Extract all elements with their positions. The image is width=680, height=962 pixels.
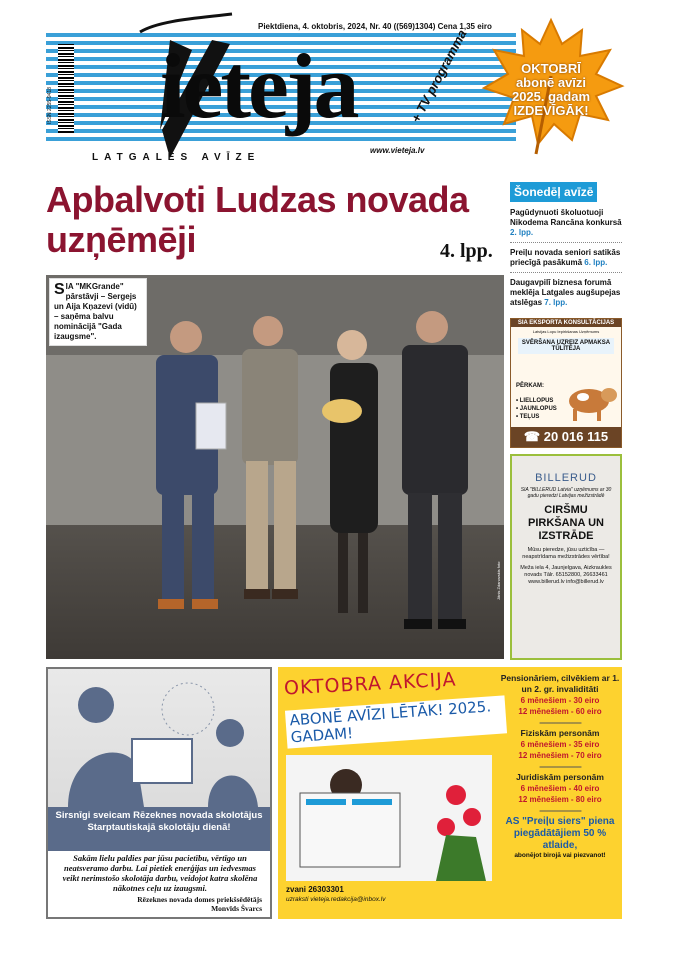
subscription-campaign-ad[interactable] bbox=[278, 667, 622, 919]
newspaper-logo[interactable]: ieteja bbox=[160, 35, 357, 137]
price-group-header: Fiziskām personām bbox=[520, 728, 600, 738]
teachers-signature: Rēzeknes novada domes priekšsēdētājs Monvīds Švarcs bbox=[137, 895, 262, 913]
campaign-title: OKTOBRA AKCIJA bbox=[283, 668, 458, 700]
masthead bbox=[0, 0, 680, 170]
issn-label: ISSN 2255-9418 bbox=[47, 87, 53, 124]
price-line: 12 mēnešiem - 70 eiro bbox=[518, 751, 602, 760]
livestock-buyer-ad[interactable] bbox=[510, 318, 622, 448]
cow-icon bbox=[563, 377, 619, 425]
teachers-greeting-title: Sirsnīgi sveicam Rēzeknes novada skolotājus Starptautiskajā skolotāju dienā! bbox=[55, 810, 263, 833]
tv-program-label: + TV programma bbox=[408, 27, 470, 126]
campaign-contact[interactable]: zvani 26303301 uzraksti vieteja.redakcija@inbox.lv bbox=[286, 885, 386, 903]
teachers-illustration bbox=[48, 669, 270, 807]
price-line: 6 mēnešiem - 35 eiro bbox=[520, 740, 600, 749]
billerud-logo: BILLERUD bbox=[535, 472, 597, 484]
masthead-subline: LATGALES AVĪZE bbox=[92, 152, 261, 163]
campaign-subtitle: ABONĒ AVĪZI LĒTĀK! 2025. GADAM! bbox=[285, 695, 507, 748]
billerud-subtitle: SIA "BILLERUD Latvia" uzņēmums ar 30 gadu pieredzi Latvijas mežizstrādē bbox=[520, 487, 612, 499]
billerud-ad[interactable] bbox=[510, 454, 622, 660]
teachers-day-ad bbox=[46, 667, 272, 919]
price-line: 6 mēnešiem - 30 eiro bbox=[520, 696, 600, 705]
this-week-sidebar bbox=[510, 182, 622, 317]
billerud-contact[interactable]: Meža iela 4, Jaunjelgava, Aizkraukles novads Tālr. 65152800, 26633461 www.billerud.lv info@billerud.lv bbox=[520, 565, 612, 585]
ad-phone[interactable]: ☎ 20 016 115 bbox=[511, 427, 621, 447]
issue-line: Piektdiena, 4. oktobris, 2024, Nr. 40 ((569)1304) Cena 1,35 eiro bbox=[258, 22, 492, 31]
sidebar-title: Šonedēļ avīzē bbox=[510, 182, 597, 202]
woman-reading-newspaper-icon bbox=[286, 755, 492, 881]
dairy-discount-promo: AS "Preiļu siers" piena piegādātājiem 50 % atlaide, bbox=[505, 816, 615, 851]
price-separator: ------------------------- bbox=[539, 806, 581, 815]
price-list bbox=[500, 673, 620, 860]
lead-headline[interactable]: Apbalvoti Ludzas novada uzņēmēji bbox=[46, 179, 469, 260]
ad-buying-label: PĒRKAM: bbox=[516, 383, 544, 389]
photo-credit: Jānis Zdanovskis foto bbox=[496, 561, 501, 600]
billerud-headline: CIRŠMU PIRKŠANA UN IZSTRĀDE bbox=[528, 504, 604, 542]
list-item: • JAUNLOPUS bbox=[516, 406, 557, 412]
billerud-slogan: Mūsu pieredze, jūsu uzticība — neapstrīdama mežizstrādes vērtība! bbox=[522, 547, 610, 560]
teachers-greeting-body: Sakām lielu paldies par jūsu pacietību, vērtīgo un neatsveramo darbu. Lai pietiek enerģijas un iedvesmas veikt nerimstošo skolotāja darbu, veidojot katra skolēna nākotnes ceļu uz izaugsmi. bbox=[62, 853, 258, 893]
campaign-phone: zvani 26303301 bbox=[286, 885, 344, 894]
website-link[interactable]: www.vieteja.lv bbox=[370, 146, 425, 155]
list-item: • LIELLOPUS bbox=[516, 398, 554, 404]
price-separator: ------------------------- bbox=[539, 718, 581, 727]
price-separator: ------------------------- bbox=[539, 762, 581, 771]
price-group-header: Juridiskām personām bbox=[516, 772, 604, 782]
price-line: 12 mēnešiem - 80 eiro bbox=[518, 795, 602, 804]
price-line: 12 mēnešiem - 60 eiro bbox=[518, 707, 602, 716]
dairy-discount-note: abonējot birojā vai piezvanot! bbox=[514, 852, 606, 859]
headline-page-ref: 4. lpp. bbox=[440, 240, 493, 262]
price-group-header: Pensionāriem, cilvēkiem ar 1. un 2. gr. invaliditāti bbox=[500, 673, 620, 694]
sidebar-item[interactable]: Preiļu novada seniori satikās priecīgā pasākumā 6. lpp. bbox=[510, 248, 622, 273]
sidebar-item[interactable]: Pagūdynuoti školuotuoji Nikodema Rancāna konkursā 2. lpp. bbox=[510, 208, 622, 243]
subscription-promo[interactable]: OKTOBRĪ abonē avīzi 2025. gadam IZDEVĪGĀK! bbox=[511, 61, 591, 118]
sidebar-item[interactable]: Daugavpilī biznesa forumā meklēja Latgales augšupejas atslēgas 7. lpp. bbox=[510, 278, 621, 307]
ad-company-name: SIA EKSPORTA KONSULTĀCIJAS bbox=[511, 319, 621, 327]
reader-photo bbox=[286, 755, 492, 881]
ad-weighing-note: SVĒRŠANA UZREIZ APMAKSA TŪLĪTĒJA bbox=[518, 338, 614, 354]
price-line: 6 mēnešiem - 40 eiro bbox=[520, 784, 600, 793]
ad-livestock-list bbox=[516, 397, 557, 421]
photo-caption: SIA "MKGrande" pārstāvji – Sergejs un Aija Kņazevi (vidū) – saņēma balvu nominācijā "Gada izaugsme". bbox=[49, 278, 147, 346]
list-item: • TEĻUS bbox=[516, 414, 540, 420]
teacher-silhouette-icon bbox=[48, 669, 270, 807]
campaign-email: vieteja.redakcija@inbox.lv bbox=[310, 896, 386, 903]
barcode bbox=[58, 44, 74, 134]
ad-tagline: Latvijas Lopu Iepirkšanas Uzņēmums bbox=[532, 329, 600, 334]
